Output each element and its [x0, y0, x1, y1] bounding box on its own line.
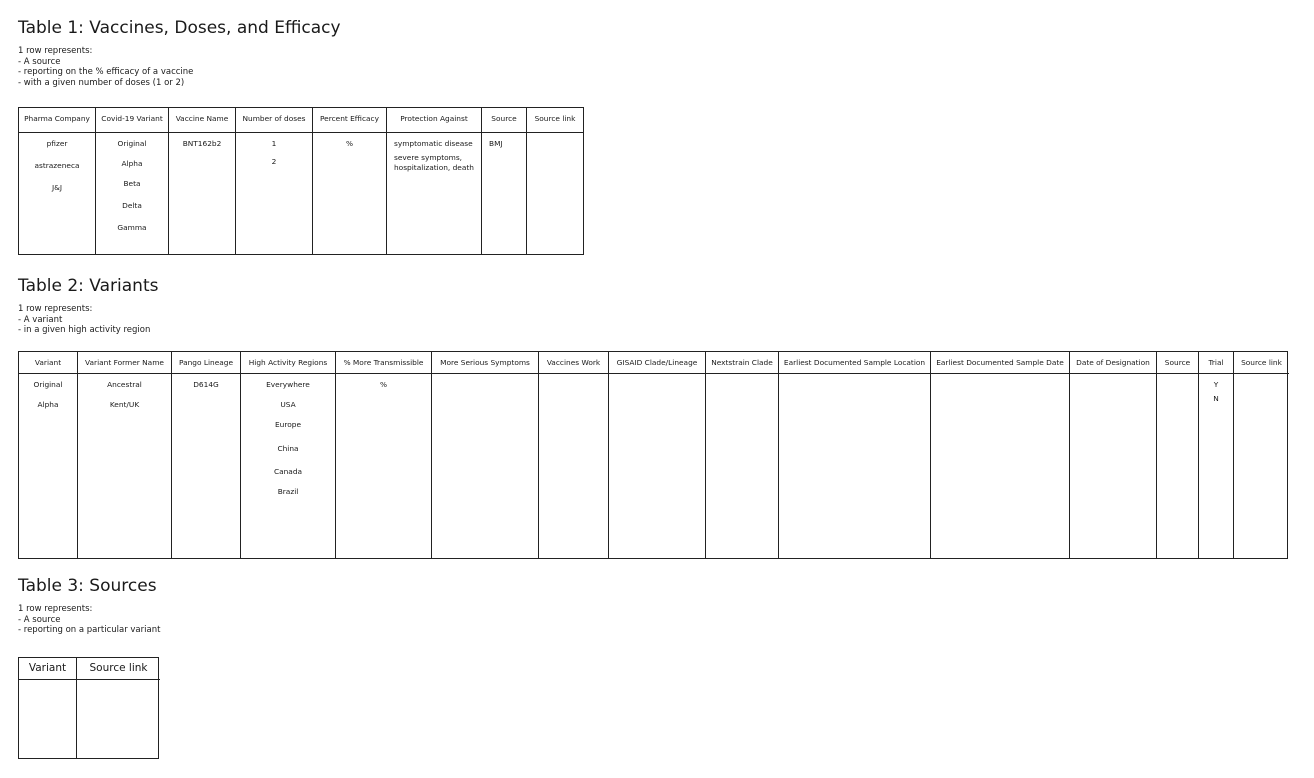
table1-cell: Gamma [117, 223, 147, 232]
table1-cell: BMJ [489, 139, 503, 148]
table2-cell: % [379, 380, 388, 389]
table2-header-earliest-documented-sample-date: Earliest Documented Sample Date [931, 352, 1070, 374]
table2-column-earliest-documented-sample-location [779, 374, 931, 558]
table2-column-variant [19, 374, 78, 558]
table2-column-nextstrain-clade [706, 374, 779, 558]
table1-section [18, 18, 576, 232]
table2-column-gisaid-clade-lineage [609, 374, 706, 558]
table1-cell: pfizer [46, 139, 68, 148]
table2-header-source: Source [1157, 352, 1199, 374]
table2-header-more-serious-symptoms: More Serious Symptoms [432, 352, 539, 374]
table2-column-date-of-designation [1070, 374, 1157, 558]
table1-column-percent-efficacy [313, 133, 387, 254]
table3-header-variant: Variant [19, 658, 77, 680]
table2-description: 1 row represents: - A variant - in a given high activity region [18, 304, 151, 335]
table1-column-vaccine-name [169, 133, 236, 254]
table2-column-more-transmissible [336, 374, 432, 558]
table2-column-pango-lineage [172, 374, 241, 558]
table1-cell: % [345, 139, 354, 148]
table2-cell: China [277, 444, 299, 453]
table1-header-covid-19-variant: Covid-19 Variant [96, 108, 169, 133]
table3-section [18, 576, 161, 674]
table2-header-nextstrain-clade: Nextstrain Clade [706, 352, 779, 374]
table1-column-source [482, 133, 527, 254]
table1-column-source-link [527, 133, 583, 254]
table1-header-pharma-company: Pharma Company [19, 108, 96, 133]
table1-column-number-of-doses [236, 133, 313, 254]
table2-column-source-link [1234, 374, 1289, 558]
table2-column-earliest-documented-sample-date [931, 374, 1070, 558]
table3-grid [18, 657, 159, 759]
table1-cell: BNT162b2 [182, 139, 222, 148]
table2-cell: D614G [193, 380, 219, 389]
table2-grid [18, 351, 1288, 559]
table1-cell: severe symptoms, hospitalization, death [394, 153, 474, 172]
table2-column-variant-former-name [78, 374, 172, 558]
table2-column-high-activity-regions [241, 374, 336, 558]
table1-title: Table 1: Vaccines, Doses, and Efficacy [18, 18, 341, 38]
table1-header-source-link: Source link [527, 108, 583, 133]
table3-header-source-link: Source link [77, 658, 160, 680]
table2-header-variant: Variant [19, 352, 78, 374]
table3-description: 1 row represents: - A source - reporting on a particular variant [18, 604, 161, 635]
table1-cell: 2 [271, 157, 277, 166]
table2-header-earliest-documented-sample-location: Earliest Documented Sample Location [779, 352, 931, 374]
table2-header-variant-former-name: Variant Former Name [78, 352, 172, 374]
table2-cell: Europe [275, 420, 301, 429]
table3-column-variant [19, 680, 77, 758]
table3-column-source-link [77, 680, 160, 758]
table1-header-vaccine-name: Vaccine Name [169, 108, 236, 133]
table1-description: 1 row represents: - A source - reporting on the % efficacy of a vaccine - with a given number of doses (1 or 2) [18, 46, 194, 88]
table2-cell: Ancestral [107, 380, 142, 389]
table1-column-pharma-company [19, 133, 96, 254]
table2-column-more-serious-symptoms [432, 374, 539, 558]
table2-cell: Kent/UK [109, 400, 140, 409]
table2-header-vaccines-work: Vaccines Work [539, 352, 609, 374]
table2-cell: Alpha [37, 400, 59, 409]
table2-cell: Brazil [277, 487, 299, 496]
table2-cell: N [1213, 394, 1219, 403]
table2-header-trial: Trial [1199, 352, 1234, 374]
table2-cell: Canada [273, 467, 303, 476]
table2-column-trial [1199, 374, 1234, 558]
table1-header-percent-efficacy: Percent Efficacy [313, 108, 387, 133]
table2-header-high-activity-regions: High Activity Regions [241, 352, 336, 374]
table1-cell: Beta [123, 179, 141, 188]
table2-header-gisaid-clade-lineage: GISAID Clade/Lineage [609, 352, 706, 374]
table1-header-source: Source [482, 108, 527, 133]
table1-header-number-of-doses: Number of doses [236, 108, 313, 133]
table1-header-protection-against: Protection Against [387, 108, 482, 133]
table2-cell: Original [33, 380, 63, 389]
table1-cell: Delta [122, 201, 142, 210]
table2-header-more-transmissible: % More Transmissible [336, 352, 432, 374]
table1-grid [18, 107, 584, 255]
table1-cell: J&J [51, 183, 63, 192]
table2-cell: USA [280, 400, 296, 409]
table1-cell: symptomatic disease [394, 139, 473, 148]
table2-header-date-of-designation: Date of Designation [1070, 352, 1157, 374]
table1-cell: Alpha [121, 159, 143, 168]
table1-cell: Original [117, 139, 147, 148]
table1-cell: 1 [271, 139, 277, 148]
table1-cell: astrazeneca [34, 161, 80, 170]
table2-title: Table 2: Variants [18, 276, 159, 296]
table2-section [18, 276, 1282, 496]
table3-title: Table 3: Sources [18, 576, 157, 596]
table2-header-pango-lineage: Pango Lineage [172, 352, 241, 374]
table2-header-source-link: Source link [1234, 352, 1289, 374]
table2-cell: Everywhere [266, 380, 310, 389]
table1-column-protection-against [387, 133, 482, 254]
table2-cell: Y [1213, 380, 1219, 389]
table1-column-covid-19-variant [96, 133, 169, 254]
table2-column-source [1157, 374, 1199, 558]
table2-column-vaccines-work [539, 374, 609, 558]
